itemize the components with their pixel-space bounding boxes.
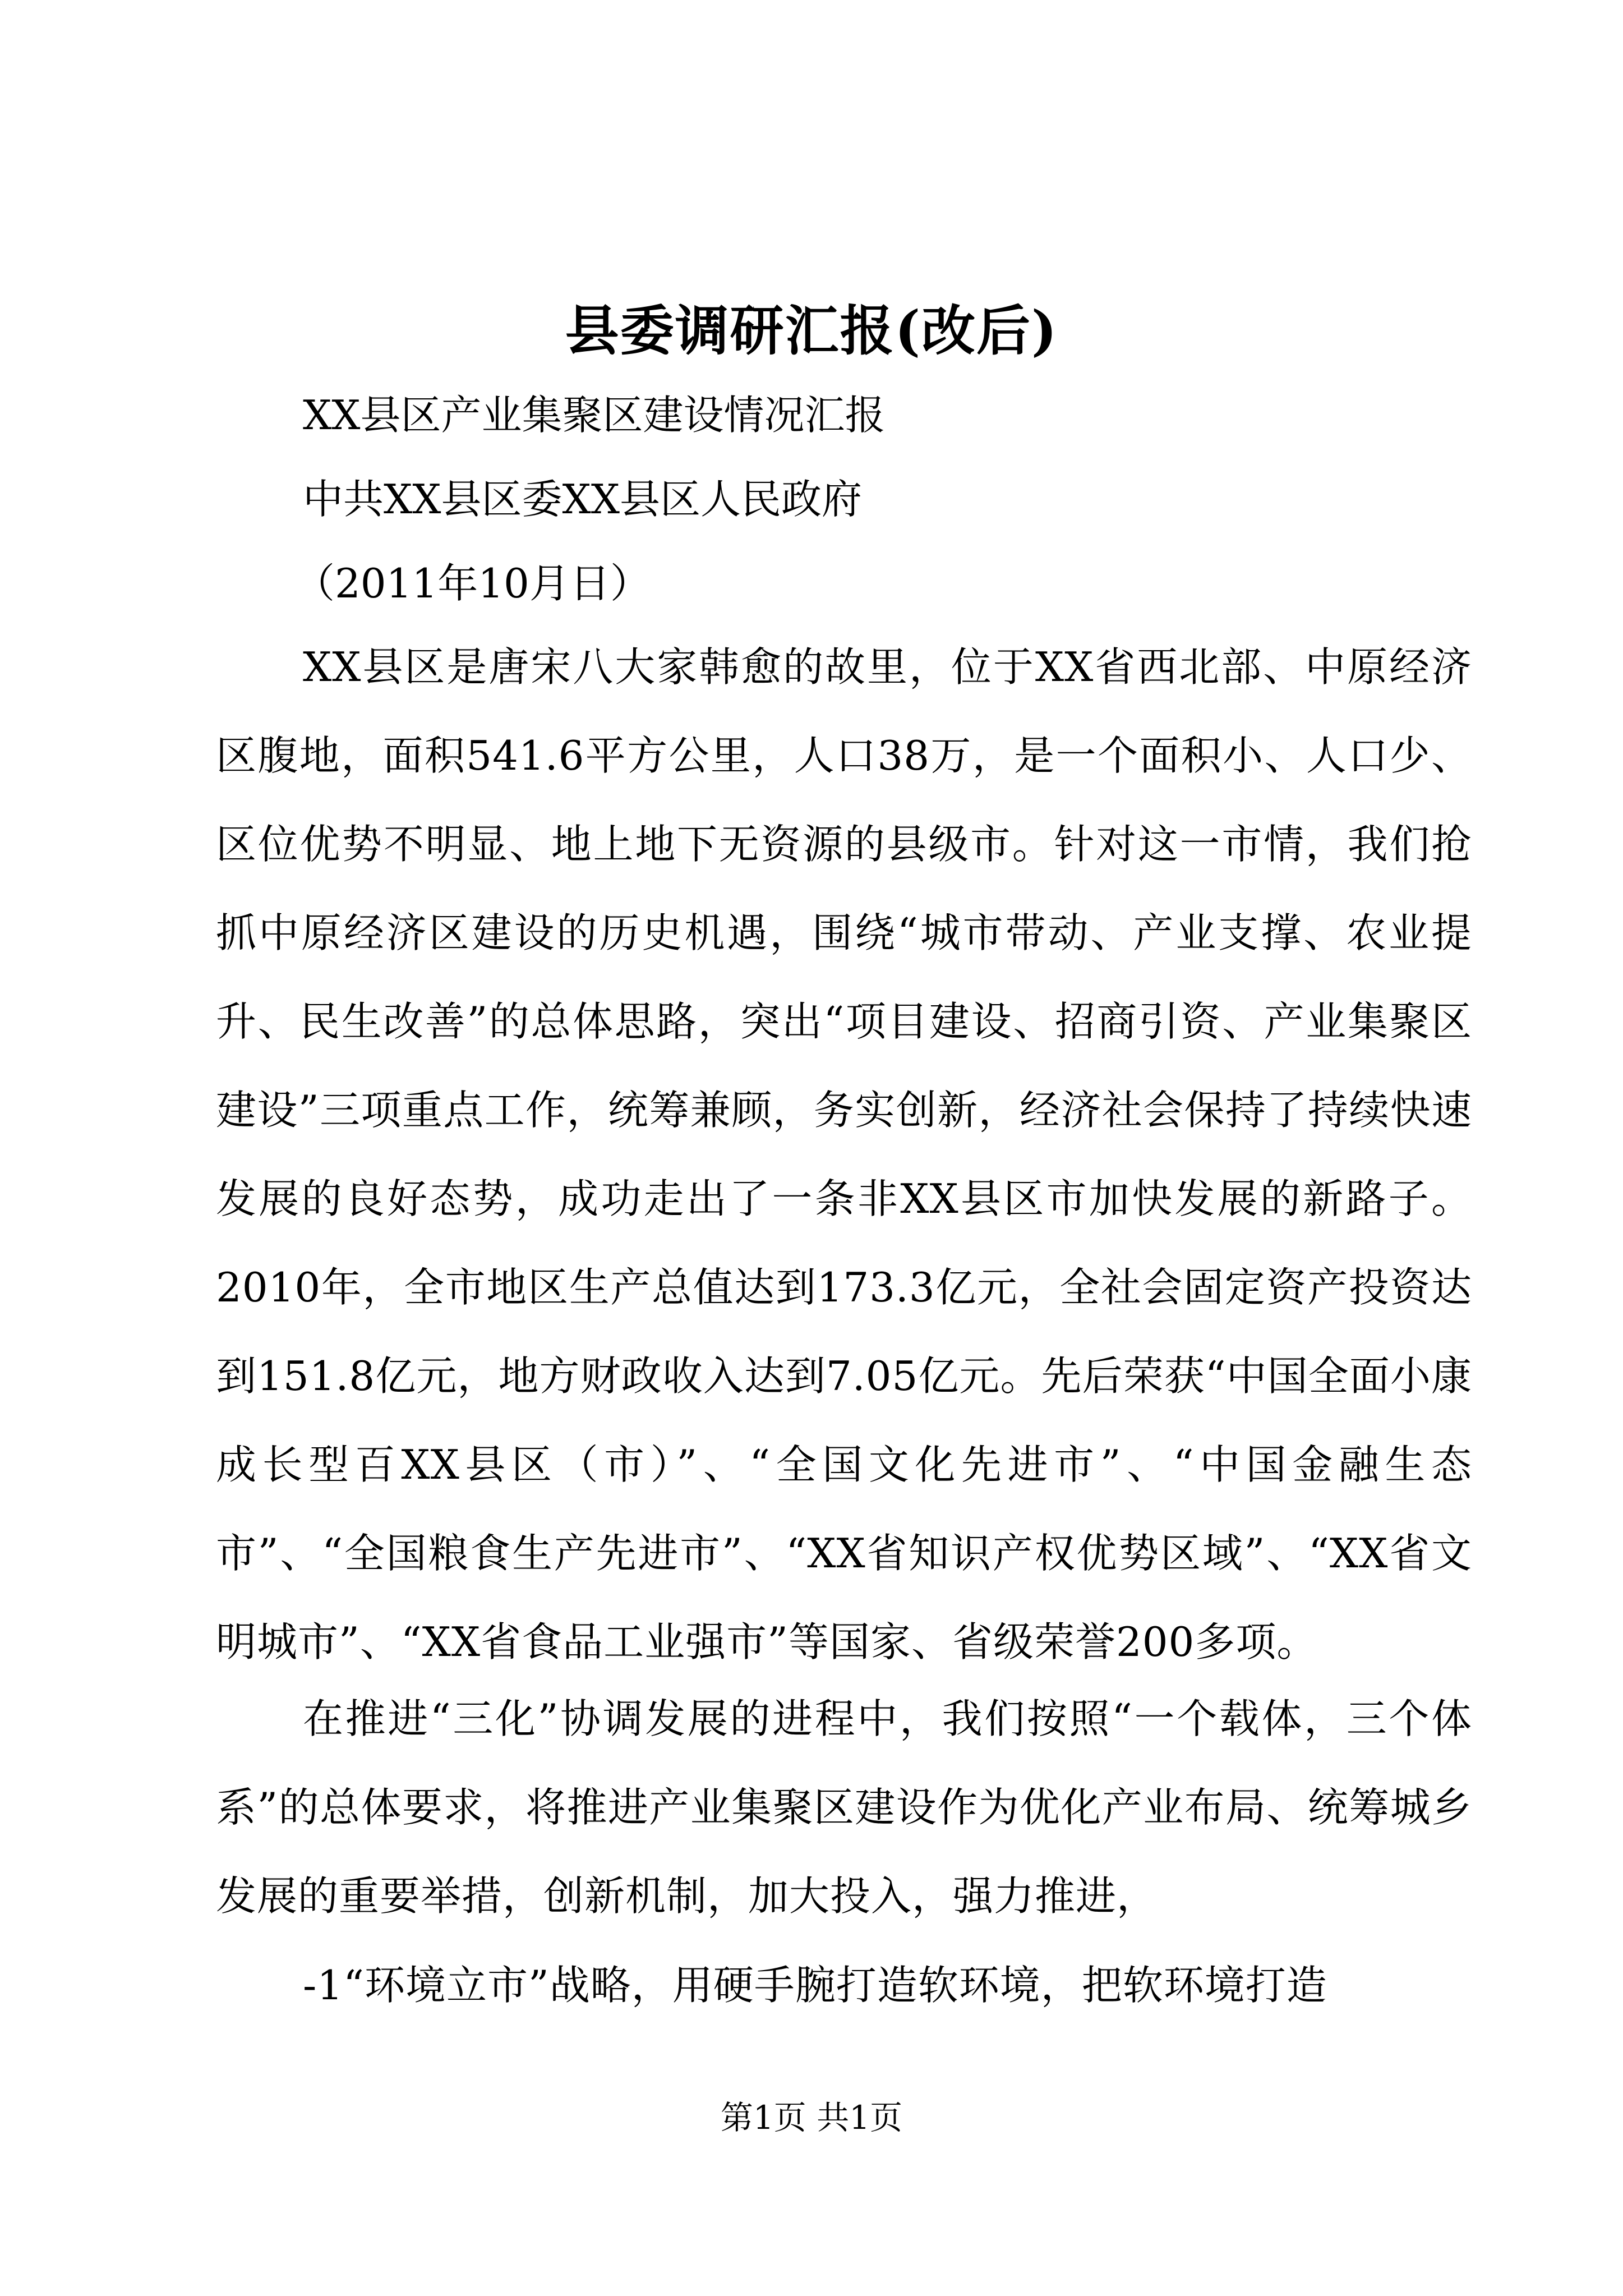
issuing-authority: 中共XX县区委XX县区人民政府 bbox=[303, 476, 863, 523]
paragraph-text: XX县区是唐宋八大家韩愈的故里，位于XX省西北部、中原经济区腹地，面积541.6平方公里，人口38万，是一个面积小、人口少、区位优势不明显、地上地下无资源的县级市。针对这一市情，我们抢抓中原经济区建设的历史机遇，围绕“城市带动、产业支撑、农业提升、民生改善”的总体思路，突出“项目建设、招商引资、产业集聚区建设”三项重点工作，统筹兼顾，务实创新，经济社会保持了持续快速发展的良好态势，成功走出了一条非XX县区市加快发展的新路子。2010年，全市地区生产总值达到173.3亿元，全社会固定资产投资达到151.8亿元，地方财政收入达到7.05亿元。先后荣获“中国全面小康成长型百XX县区（市）”、“全国文化先进市”、“中国金融生态市”、“全国粮食生产先进市”、“XX省知识产权优势区域”、“XX省文明城市”、“XX省食品工业强市”等国家、省级荣誉200多项。 bbox=[216, 643, 1472, 1665]
paragraph-text: -1“环境立市”战略，用硬手腕打造软环境，把软环境打造 bbox=[303, 1962, 1327, 2009]
paragraph-text: 在推进“三化”协调发展的进程中，我们按照“一个载体，三个体系”的总体要求，将推进产业集聚区建设作为优化产业布局、统筹城乡发展的重要举措，创新机制，加大投入，强力推进， bbox=[216, 1695, 1472, 1920]
report-subtitle: XX县区产业集聚区建设情况汇报 bbox=[303, 392, 886, 439]
body-paragraph-1 bbox=[216, 623, 1472, 1686]
body-paragraph-2 bbox=[216, 1674, 1472, 1940]
document-title: 县委调研汇报(改后) bbox=[565, 299, 1058, 362]
page-footer: 第1页 共1页 bbox=[720, 2099, 903, 2137]
body-paragraph-3 bbox=[216, 1941, 1472, 2030]
report-date: （2011年10月日） bbox=[294, 560, 651, 607]
